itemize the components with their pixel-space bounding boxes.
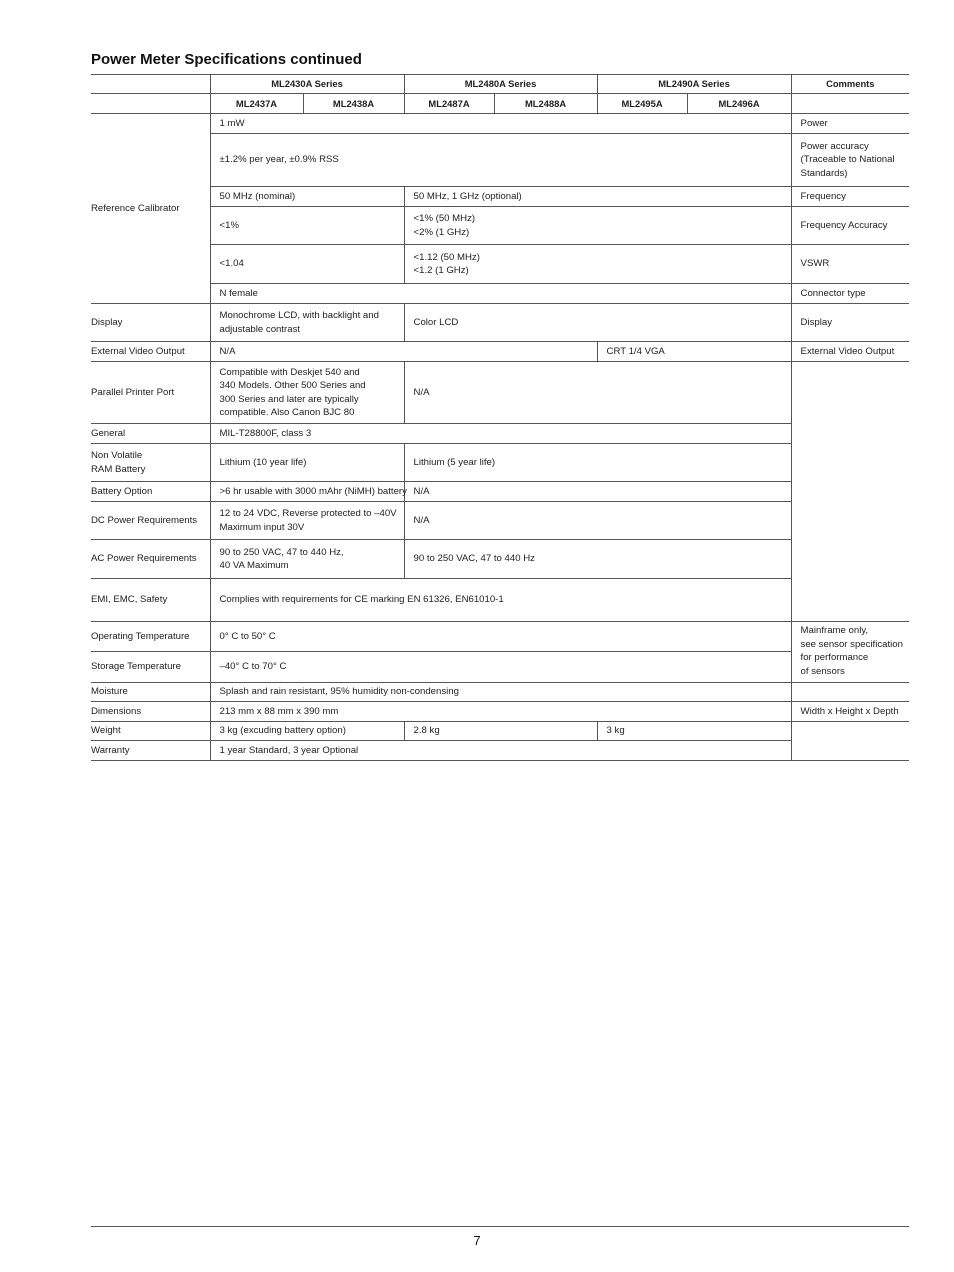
table-row	[91, 134, 909, 187]
comment-blank	[791, 722, 909, 761]
header-ml2487a: ML2487A	[404, 94, 494, 114]
cell-display-ml2430a: Monochrome LCD, with backlight and adjustable contrast	[210, 304, 404, 342]
table-row	[91, 342, 909, 362]
header-blank	[791, 94, 909, 114]
comment-vswr: VSWR	[791, 245, 909, 284]
header-blank	[91, 94, 210, 114]
cell-general: MIL-T28800F, class 3	[210, 424, 791, 444]
table-row	[91, 702, 909, 722]
row-label-dc-power: DC Power Requirements	[91, 502, 210, 540]
row-label-emi: EMI, EMC, Safety	[91, 579, 210, 622]
cell-storage-temperature: –40° C to 70° C	[210, 652, 791, 683]
comment-display: Display	[791, 304, 909, 342]
cell-emi: Complies with requirements for CE marking EN 61326, EN61010-1	[210, 579, 791, 622]
row-label-operating-temperature: Operating Temperature	[91, 622, 210, 652]
table-row	[91, 579, 909, 622]
table-row	[91, 652, 909, 683]
comment-blank	[791, 362, 909, 622]
cell-battery-other: N/A	[404, 482, 791, 502]
table-row	[91, 207, 909, 245]
cell-weight-ml2430a: 3 kg (excuding battery option)	[210, 722, 404, 741]
table-row	[91, 540, 909, 579]
table-row	[91, 284, 909, 304]
cell-display-other: Color LCD	[404, 304, 791, 342]
cell-video-crt: CRT 1/4 VGA	[597, 342, 791, 362]
cell-connector: N female	[210, 284, 791, 304]
row-label-general: General	[91, 424, 210, 444]
cell-frequency-other: 50 MHz, 1 GHz (optional)	[404, 187, 791, 207]
row-label-warranty: Warranty	[91, 741, 210, 761]
row-label-weight: Weight	[91, 722, 210, 741]
cell-operating-temperature: 0° C to 50° C	[210, 622, 791, 652]
row-label-storage-temperature: Storage Temperature	[91, 652, 210, 683]
model-header-row	[91, 94, 909, 114]
page-number: 7	[473, 1233, 481, 1248]
cell-ram-ml2430a: Lithium (10 year life)	[210, 444, 404, 482]
comment-frequency: Frequency	[791, 187, 909, 207]
header-ml2438a: ML2438A	[303, 94, 404, 114]
comment-power: Power	[791, 114, 909, 134]
comment-dimensions: Width x Height x Depth	[791, 702, 909, 722]
cell-video-na: N/A	[210, 342, 597, 362]
cell-dc-other: N/A	[404, 502, 791, 540]
cell-frequency-accuracy-other: <1% (50 MHz) <2% (1 GHz)	[404, 207, 791, 245]
cell-ram-other: Lithium (5 year life)	[404, 444, 791, 482]
header-ml2430a-series: ML2430A Series	[210, 75, 404, 94]
row-label-external-video: External Video Output	[91, 342, 210, 362]
row-label-reference-calibrator: Reference Calibrator	[91, 114, 210, 304]
header-ml2490a-series: ML2490A Series	[597, 75, 791, 94]
footer-divider	[91, 1226, 909, 1227]
comment-connector: Connector type	[791, 284, 909, 304]
table-row	[91, 187, 909, 207]
cell-vswr-ml2430a: <1.04	[210, 245, 404, 284]
table-row	[91, 362, 909, 424]
specifications-table	[91, 74, 909, 761]
table-row	[91, 245, 909, 284]
header-comments: Comments	[791, 75, 909, 94]
cell-warranty: 1 year Standard, 3 year Optional	[210, 741, 791, 761]
cell-printer-ml2430a: Compatible with Deskjet 540 and 340 Models. Other 500 Series and 300 Series and later are typically compatible. Also Canon BJC 80	[210, 362, 404, 424]
table-row	[91, 683, 909, 702]
row-label-printer-port: Parallel Printer Port	[91, 362, 210, 424]
cell-battery-ml2430a: >6 hr usable with 3000 mAhr (NiMH) battery	[210, 482, 404, 502]
row-label-dimensions: Dimensions	[91, 702, 210, 722]
row-label-ram-battery: Non Volatile RAM Battery	[91, 444, 210, 482]
header-ml2495a: ML2495A	[597, 94, 687, 114]
cell-vswr-other: <1.12 (50 MHz) <1.2 (1 GHz)	[404, 245, 791, 284]
header-ml2480a-series: ML2480A Series	[404, 75, 597, 94]
table-row	[91, 741, 909, 761]
cell-weight-ml2490a: 3 kg	[597, 722, 791, 741]
cell-frequency-accuracy-ml2430a: <1%	[210, 207, 404, 245]
cell-frequency-ml2430a: 50 MHz (nominal)	[210, 187, 404, 207]
page-title: Power Meter Specifications continued	[91, 51, 362, 68]
series-header-row	[91, 75, 909, 94]
cell-moisture: Splash and rain resistant, 95% humidity non-condensing	[210, 683, 791, 702]
cell-ac-ml2430a: 90 to 250 VAC, 47 to 440 Hz, 40 VA Maximum	[210, 540, 404, 579]
comment-power-accuracy: Power accuracy (Traceable to National Standards)	[791, 134, 909, 187]
header-ml2437a: ML2437A	[210, 94, 303, 114]
comment-frequency-accuracy: Frequency Accuracy	[791, 207, 909, 245]
header-ml2496a: ML2496A	[687, 94, 791, 114]
cell-dc-ml2430a: 12 to 24 VDC, Reverse protected to –40V Maximum input 30V	[210, 502, 404, 540]
table-row	[91, 424, 909, 444]
cell-dimensions: 213 mm x 88 mm x 390 mm	[210, 702, 791, 722]
table-row	[91, 304, 909, 342]
comment-external-video: External Video Output	[791, 342, 909, 362]
cell-printer-other: N/A	[404, 362, 791, 424]
row-label-display: Display	[91, 304, 210, 342]
header-blank	[91, 75, 210, 94]
table-row	[91, 114, 909, 134]
comment-blank	[791, 683, 909, 702]
comment-temperature: Mainframe only, see sensor specification for performance of sensors	[791, 622, 909, 683]
table-row	[91, 444, 909, 482]
cell-power: 1 mW	[210, 114, 791, 134]
table-row	[91, 722, 909, 741]
cell-ac-other: 90 to 250 VAC, 47 to 440 Hz	[404, 540, 791, 579]
header-ml2488a: ML2488A	[494, 94, 597, 114]
cell-weight-ml2480a: 2.8 kg	[404, 722, 597, 741]
row-label-moisture: Moisture	[91, 683, 210, 702]
row-label-battery-option: Battery Option	[91, 482, 210, 502]
cell-power-accuracy: ±1.2% per year, ±0.9% RSS	[210, 134, 791, 187]
table-row	[91, 482, 909, 502]
table-row	[91, 502, 909, 540]
row-label-ac-power: AC Power Requirements	[91, 540, 210, 579]
table-row	[91, 622, 909, 652]
